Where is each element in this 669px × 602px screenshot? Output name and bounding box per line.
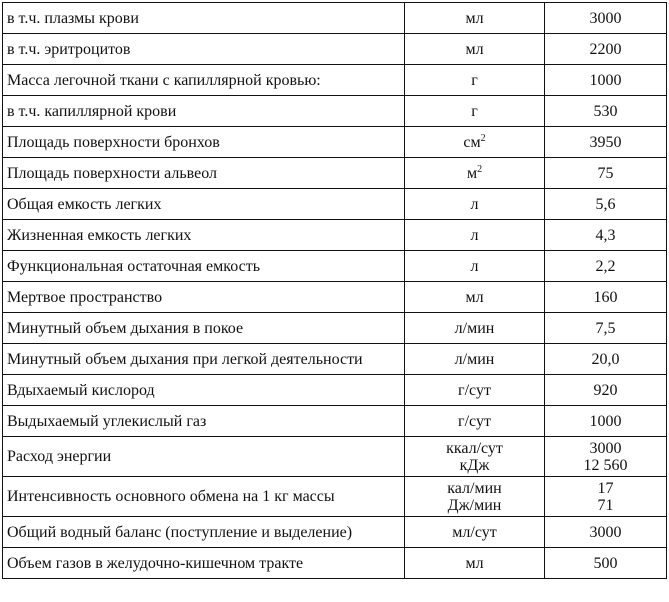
- table-row: [3, 34, 667, 65]
- unit-cell: г: [405, 65, 545, 96]
- value-line: 17: [597, 479, 614, 497]
- value-cell: 2200: [545, 34, 667, 65]
- unit-cell: г/сут: [405, 375, 545, 406]
- unit-line: кал/мин: [447, 479, 502, 497]
- table-row: [3, 282, 667, 313]
- unit-cell: г: [405, 96, 545, 127]
- unit-cell: мл: [405, 34, 545, 65]
- value-cell: 3000: [545, 3, 667, 34]
- value-cell: [545, 477, 667, 517]
- unit-cell: л/мин: [405, 344, 545, 375]
- table-row: [3, 477, 667, 517]
- unit-cell: г/сут: [405, 406, 545, 437]
- table-row: [3, 548, 667, 579]
- parameter-name: Минутный объем дыхания при легкой деятельности: [3, 344, 405, 375]
- unit-cell: л: [405, 189, 545, 220]
- physiology-data-table: [2, 2, 667, 579]
- parameter-name: в т.ч. эритроцитов: [3, 34, 405, 65]
- parameter-name: Выдыхаемый углекислый газ: [3, 406, 405, 437]
- value-line: 3000: [589, 439, 622, 457]
- value-line: 71: [597, 496, 614, 514]
- value-cell: 4,3: [545, 220, 667, 251]
- value-cell: 1000: [545, 65, 667, 96]
- document-page: [2, 2, 666, 579]
- unit-text: см: [463, 133, 481, 151]
- unit-cell: мл: [405, 548, 545, 579]
- unit-cell: л/мин: [405, 313, 545, 344]
- parameter-name: Расход энергии: [3, 437, 405, 477]
- unit-cell: л: [405, 220, 545, 251]
- table-row: [3, 220, 667, 251]
- table-row: [3, 96, 667, 127]
- parameter-name: Минутный объем дыхания в покое: [3, 313, 405, 344]
- parameter-name: Вдыхаемый кислород: [3, 375, 405, 406]
- parameter-name: Масса легочной ткани с капиллярной кровью:: [3, 65, 405, 96]
- unit-cell: [405, 127, 545, 158]
- value-cell: 160: [545, 282, 667, 313]
- unit-line: ккал/сут: [446, 439, 503, 457]
- unit-superscript: 2: [477, 163, 483, 175]
- unit-superscript: 2: [480, 132, 486, 144]
- unit-cell: мл/сут: [405, 517, 545, 548]
- unit-cell: мл: [405, 282, 545, 313]
- value-cell: 7,5: [545, 313, 667, 344]
- value-cell: 5,6: [545, 189, 667, 220]
- value-cell: 3000: [545, 517, 667, 548]
- unit-cell: [405, 158, 545, 189]
- value-line: 12 560: [583, 456, 628, 474]
- parameter-name: Объем газов в желудочно-кишечном тракте: [3, 548, 405, 579]
- table-row: [3, 437, 667, 477]
- unit-cell: [405, 477, 545, 517]
- parameter-name: Площадь поверхности альвеол: [3, 158, 405, 189]
- value-cell: 500: [545, 548, 667, 579]
- unit-text: м: [466, 164, 478, 182]
- table-row: [3, 3, 667, 34]
- parameter-name: Мертвое пространство: [3, 282, 405, 313]
- table-row: [3, 375, 667, 406]
- table-row: [3, 517, 667, 548]
- parameter-name: Функциональная остаточная емкость: [3, 251, 405, 282]
- table-row: [3, 189, 667, 220]
- parameter-name: Общая емкость легких: [3, 189, 405, 220]
- unit-cell: л: [405, 251, 545, 282]
- unit-line: Дж/мин: [447, 496, 502, 514]
- parameter-name: в т.ч. капиллярной крови: [3, 96, 405, 127]
- unit-cell: мл: [405, 3, 545, 34]
- table-row: [3, 127, 667, 158]
- unit-cell: [405, 437, 545, 477]
- value-cell: 75: [545, 158, 667, 189]
- parameter-name: Общий водный баланс (поступление и выделение): [3, 517, 405, 548]
- parameter-name: Площадь поверхности бронхов: [3, 127, 405, 158]
- table-row: [3, 344, 667, 375]
- value-cell: 20,0: [545, 344, 667, 375]
- table-row: [3, 158, 667, 189]
- value-cell: 2,2: [545, 251, 667, 282]
- value-cell: 1000: [545, 406, 667, 437]
- unit-line: кДж: [459, 456, 490, 474]
- table-row: [3, 251, 667, 282]
- value-cell: 920: [545, 375, 667, 406]
- parameter-name: Жизненная емкость легких: [3, 220, 405, 251]
- parameter-name: Интенсивность основного обмена на 1 кг массы: [3, 477, 405, 517]
- parameter-name: в т.ч. плазмы крови: [3, 3, 405, 34]
- value-cell: 3950: [545, 127, 667, 158]
- table-row: [3, 406, 667, 437]
- value-cell: [545, 437, 667, 477]
- table-row: [3, 313, 667, 344]
- table-row: [3, 65, 667, 96]
- value-cell: 530: [545, 96, 667, 127]
